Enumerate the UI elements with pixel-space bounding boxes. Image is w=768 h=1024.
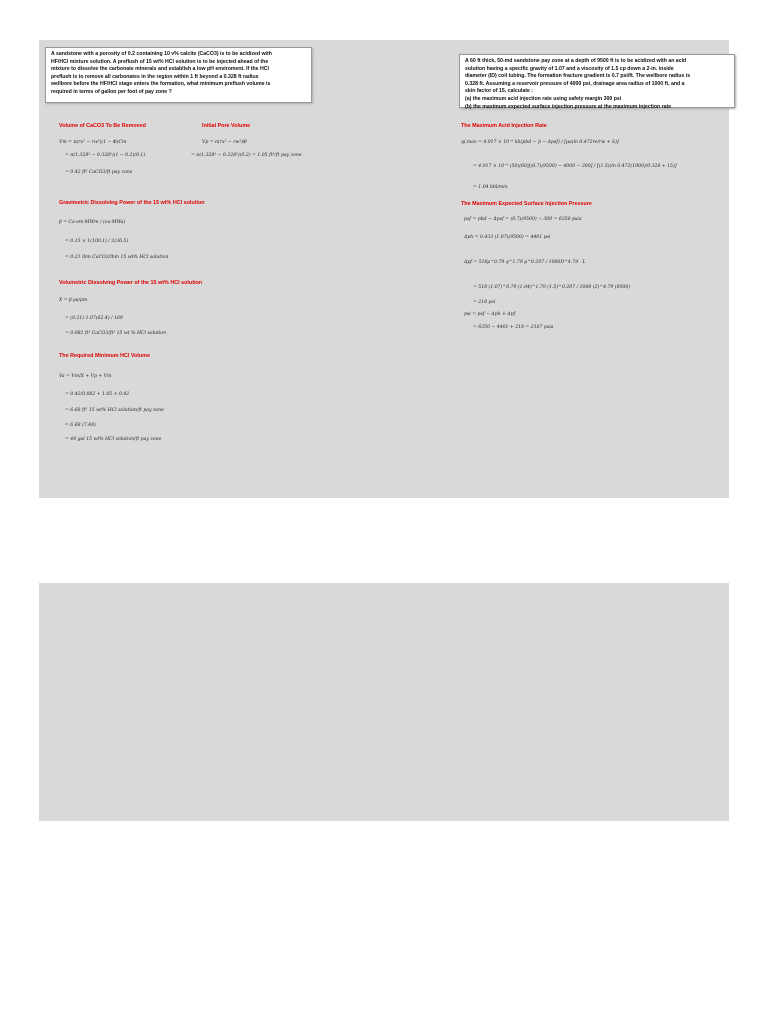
slide-blank xyxy=(39,583,729,821)
heading-gravimetric-power: Gravimetric Dissolving Power of the 15 wt% HCl solution xyxy=(59,200,205,206)
heading-max-surface-pressure: The Maximum Expected Surface Injection Pressure xyxy=(461,201,592,207)
heading-min-hcl-volume: The Required Minimum HCl Volume xyxy=(59,353,150,359)
problem-statement-right xyxy=(459,54,735,108)
heading-volumetric-power: Volumetric Dissolving Power of the 15 wt% HCl solution xyxy=(59,280,203,286)
question-line: skin factor of 15, calculate : xyxy=(465,88,534,95)
question-line: wellbore before the HF/HCl stage enters the formation, what minimum preflush volume is xyxy=(51,81,271,88)
question-line: A 60 ft thick, 50-md sandstone pay zone at a depth of 9500 ft is to be acidized with an acid xyxy=(465,58,687,64)
equation-x-formula: X = β ρa/ρm xyxy=(59,298,88,303)
equation-va-substitution: = 0.42/0.082 + 1.05 + 0.42 xyxy=(65,392,130,397)
heading-volume-caco3: Volume of CaCO3 To Be Removed xyxy=(59,123,146,129)
question-line: HF/HCl mixture solution. A preflush of 15 wt% HCl solution is to be injected ahead of the xyxy=(51,58,269,65)
question-line: A sandstone with a porosity of 0.2 containing 10 v% calcite (CaCO3) is to be acidized with xyxy=(51,51,272,57)
equation-delta-pf-formula: Δpf = 518ρ^0.79 q^1.79 μ^0.207 / 1000D^4.79 · L xyxy=(464,260,586,265)
equation-vm-formula: Vm = π(rx² − rw²)(1 − Φ)Cm xyxy=(59,140,127,145)
problem-statement-left xyxy=(45,47,312,103)
question-line: mixture to dissolve the carbonate minerals and establish a low pH enviroment. If the HCl xyxy=(51,66,269,73)
question-line: (a) the maximum acid injection rate using safety margin 300 psi xyxy=(465,95,622,102)
equation-vp-formula: Vp = π(rx² − rw²)Φ xyxy=(202,140,247,145)
equation-q-substitution: = 4.917 × 10⁻⁶ (50)(60)[(0.7)(9500) − 4000 − 300] / [(1.5)(ln 0.472(1000)/0.328 + 15)] xyxy=(473,164,677,169)
question-line: (b) the maximum expected surface injection pressure at the maximum injection rate xyxy=(465,103,672,110)
equation-va-result: = 6.68 ft³ 15 wt% HCl solution/ft pay zone xyxy=(65,408,164,413)
equation-va-formula: Va = Vm/X + Vp + Vm xyxy=(59,374,112,379)
equation-x-substitution: = (0.21) 1.07(62.4) / 169 xyxy=(65,316,123,321)
heading-max-injection-rate: The Maximum Acid Injection Rate xyxy=(461,123,547,129)
equation-beta-result: = 0.21 lbm CaCO3/lbm 15 wt% HCl solution xyxy=(65,255,169,260)
equation-x-result: = 0.082 ft³ CaCO3/ft³ 15 wt % HCl solution xyxy=(65,331,167,336)
equation-vm-substitution: = π(1.328² − 0.328²)(1 − 0.2)(0.1) xyxy=(65,153,146,158)
heading-initial-pore-volume: Initial Pore Volume xyxy=(202,123,251,129)
equation-delta-pf-substitution: = 518 (1.07)^0.79 (1.04)^1.79 (1.5)^0.207 / 1000 (2)^4.79 (9500) xyxy=(473,285,631,290)
equation-va-conversion: = 6.68 (7.48) xyxy=(65,423,96,428)
equation-vp-result: = π(1.328² − 0.328²)(0.2) = 1.05 ft³/ft pay zone xyxy=(191,153,302,158)
question-line: diameter (ID) coil tubing. The formation fracture gradient is 0.7 psi/ft. The wellbore radius is xyxy=(465,73,691,80)
equation-beta-substitution: = 0.15 × 1(100.1) / 2(36.5) xyxy=(65,239,129,244)
equation-delta-pf-result: = 218 psi xyxy=(473,300,496,305)
question-line: solution having a specific gravity of 1.07 and a viscosity of 1.5 cp down a 2-in. inside xyxy=(465,65,674,72)
question-line: required in terms of gallon per foot of pay zone ? xyxy=(51,88,172,95)
equation-beta-formula: β = Ca·νm·MWm / (νa·MWa) xyxy=(59,220,126,225)
equation-delta-ph: Δph = 0.433 (1.07)(9500) = 4401 psi xyxy=(464,235,551,240)
equation-psf: psf = pbd − Δpsf = (0.7)(9500) − 300 = 6350 psia xyxy=(464,217,582,222)
equation-va-gallons: = 48 gal 15 wt% HCl solution/ft pay zone xyxy=(65,437,162,442)
equation-psi-result: = 6350 − 4401 + 218 = 2167 psia xyxy=(473,325,554,330)
equation-psi-formula: psi = psf − Δph + Δpf xyxy=(464,312,516,317)
question-line: preflush is to remove all carbonates in the region within 1 ft beyond a 0.328 ft radius xyxy=(51,73,259,80)
equation-vm-result: = 0.42 ft³ CaCO3/ft pay zone xyxy=(65,170,133,175)
question-line: 0.328 ft. Assuming a reservoir pressure of 4000 psi, drainage area radius of 1000 ft, and a xyxy=(465,80,685,87)
equation-q-result: = 1.04 bbl/min xyxy=(473,185,508,190)
slide-acidizing-solution xyxy=(39,40,729,498)
equation-q-formula: qi,max = 4.917 × 10⁻⁶ kh(pbd − p̄ − Δpsf) / [μa(ln 0.472re/rw + S)] xyxy=(461,140,619,145)
